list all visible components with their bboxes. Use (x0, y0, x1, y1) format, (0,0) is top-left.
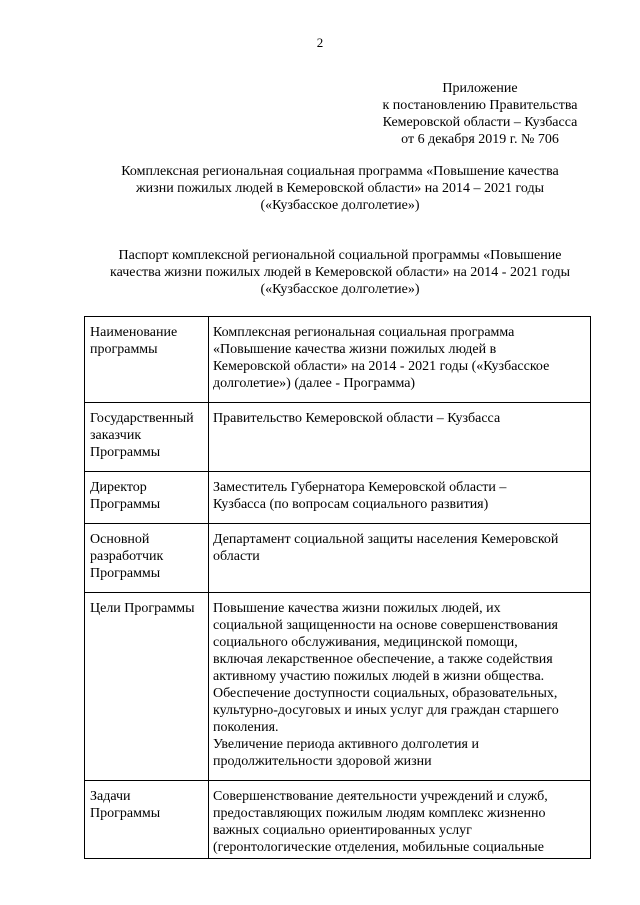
program-title-line: («Кузбасское долголетие») (260, 198, 420, 213)
value-line: Обеспечение доступности социальных, образовательных, (213, 686, 558, 701)
appendix-line: к постановлению Правительства (382, 98, 578, 113)
value-line: важных социально ориентированных услуг (213, 823, 472, 838)
row-value (209, 472, 591, 524)
value-line: Повышение качества жизни пожилых людей, их (213, 601, 501, 616)
label-line: программы (90, 342, 158, 357)
table-row-state-customer (85, 403, 591, 472)
row-label (85, 472, 209, 524)
row-label (85, 317, 209, 403)
value-line: включая лекарственное обеспечение, а также содействия (213, 652, 553, 667)
appendix-block (330, 80, 630, 148)
page-number: 2 (316, 35, 324, 50)
label-line: Цели Программы (90, 601, 195, 616)
value-line: Кемеровской области» на 2014 - 2021 годы («Кузбасское (213, 359, 550, 374)
value-line: долголетие») (далее - Программа) (213, 376, 416, 391)
value-line: Департамент социальной защиты населения Кемеровской (213, 532, 559, 547)
passport-title-line: Паспорт комплексной региональной социальной программы «Повышение (118, 248, 562, 263)
value-line: (геронтологические отделения, мобильные социальные (213, 840, 544, 855)
label-line: Программы (90, 497, 161, 512)
label-line: Наименование (90, 325, 178, 340)
label-line: Основной (90, 532, 150, 547)
row-value (209, 781, 591, 859)
label-line: Программы (90, 806, 161, 821)
value-line: предоставляющих пожилым людям комплекс жизненно (213, 806, 546, 821)
passport-table (84, 316, 591, 859)
value-line: Комплексная региональная социальная программа (213, 325, 515, 340)
row-value (209, 524, 591, 593)
program-title-line: Комплексная региональная социальная программа «Повышение качества (121, 164, 559, 179)
value-line: культурно-досуговых и иных услуг для граждан старшего (213, 703, 559, 718)
table-row-director (85, 472, 591, 524)
label-line: Государственный (90, 411, 194, 426)
row-value (209, 317, 591, 403)
label-line: Программы (90, 445, 161, 460)
value-line: Заместитель Губернатора Кемеровской области – (213, 480, 507, 495)
row-label (85, 403, 209, 472)
value-line: активному участию пожилых людей в жизни общества. (213, 669, 545, 684)
passport-title-line: качества жизни пожилых людей в Кемеровской области» на 2014 - 2021 годы (110, 265, 570, 280)
program-title (80, 163, 600, 214)
value-line: Увеличение периода активного долголетия и (213, 737, 479, 752)
value-line: области (213, 549, 260, 564)
row-label (85, 781, 209, 859)
row-value (209, 593, 591, 781)
label-line: Задачи (90, 789, 131, 804)
table-row-tasks (85, 781, 591, 859)
row-value (209, 403, 591, 472)
value-line: Правительство Кемеровской области – Кузбасса (213, 411, 501, 426)
passport-title (80, 247, 600, 298)
label-line: заказчик (90, 428, 142, 443)
row-label (85, 593, 209, 781)
label-line: Директор (90, 480, 147, 495)
appendix-line: от 6 декабря 2019 г. № 706 (401, 132, 559, 147)
row-label (85, 524, 209, 593)
appendix-line: Кемеровской области – Кузбасса (382, 115, 578, 130)
appendix-line: Приложение (442, 81, 518, 96)
program-title-line: жизни пожилых людей в Кемеровской области» на 2014 – 2021 годы (136, 181, 544, 196)
value-line: Совершенствование деятельности учреждений и служб, (213, 789, 548, 804)
value-line: Кузбасса (по вопросам социального развития) (213, 497, 489, 512)
value-line: социального обслуживания, медицинской помощи, (213, 635, 518, 650)
label-line: разработчик (90, 549, 164, 564)
table-row-developer (85, 524, 591, 593)
table-row-program-name (85, 317, 591, 403)
passport-title-line: («Кузбасское долголетие») (260, 282, 420, 297)
label-line: Программы (90, 566, 161, 581)
value-line: поколения. (213, 720, 279, 735)
value-line: социальной защищенности на основе совершенствования (213, 618, 558, 633)
value-line: продолжительности здоровой жизни (213, 754, 432, 769)
value-line: «Повышение качества жизни пожилых людей в (213, 342, 497, 357)
table-row-goals (85, 593, 591, 781)
